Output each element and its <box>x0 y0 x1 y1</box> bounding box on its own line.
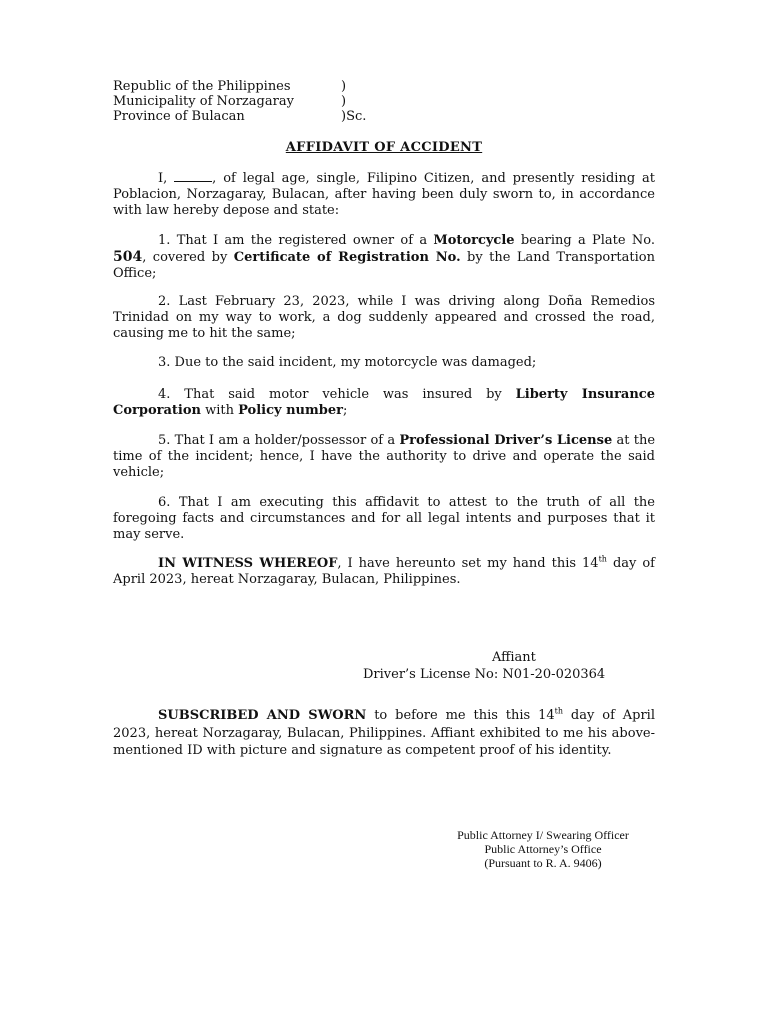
intro-text: , of legal age, single, Filipino Citizen, and presently residing at Poblacion, Norzagaray, Bulacan, after having been duly sworn to, in accordance with law hereby depose and state: <box>113 171 655 218</box>
jurat-text: to before me this this 14 <box>366 708 555 723</box>
drivers-license-number: Driver’s License No: N01-20-020364 <box>363 667 606 682</box>
license-type: Professional Driver’s License <box>399 433 613 448</box>
venue-row <box>113 94 413 109</box>
venue-mark: )Sc. <box>341 109 367 124</box>
venue-row <box>113 79 413 94</box>
p1-text: 1. That I am the registered owner of a <box>158 233 434 248</box>
swearing-officer-block <box>403 828 683 870</box>
ordinal-suffix: th <box>554 706 564 716</box>
venue-row <box>113 109 413 124</box>
policy-label: Policy number <box>238 403 343 418</box>
p4-text: ; <box>342 403 348 418</box>
p1-text: , covered by <box>142 250 234 265</box>
officer-title: Public Attorney I/ Swearing Officer <box>457 828 629 842</box>
office-name: Public Attorney’s Office <box>484 842 602 856</box>
venue-mark: ) <box>341 94 347 109</box>
name-blank <box>174 170 212 182</box>
venue-municipality: Municipality of Norzagaray <box>113 94 294 109</box>
affiant-block <box>363 650 653 683</box>
p4-text: with <box>200 403 239 418</box>
venue-province: Province of Bulacan <box>113 109 245 124</box>
venue-country: Republic of the Philippines <box>113 79 291 94</box>
witness-paragraph <box>113 556 655 588</box>
plate-number: 504 <box>113 249 143 265</box>
affidavit-page <box>113 0 655 1024</box>
document-title: AFFIDAVIT OF ACCIDENT <box>285 140 483 155</box>
legal-basis: (Pursuant to R. A. 9406) <box>484 856 602 870</box>
jurat-text: day of April 2023, hereat Norzagaray, Bulacan, Philippines. Affiant exhibited to me his above-mentioned ID with picture and signature as competent proof of his identity. <box>113 708 656 758</box>
jurat-heading: SUBSCRIBED AND SWORN <box>158 708 367 723</box>
paragraph-4 <box>113 387 655 419</box>
witness-text: day of April 2023, hereat Norzagaray, Bulacan, Philippines. <box>113 556 655 587</box>
p1-text: bearing a Plate No. <box>514 233 655 248</box>
p5-text: 5. That I am a holder/possessor of a <box>158 433 400 448</box>
witness-text: , I have hereunto set my hand this 14 <box>337 556 599 571</box>
paragraph-6: 6. That I am executing this affidavit to attest to the truth of all the foregoing facts and circumstances and for all legal intents and purposes that it may serve. <box>113 495 655 542</box>
paragraph-5 <box>113 433 655 481</box>
p4-text: 4. That said motor vehicle was insured by <box>158 387 516 402</box>
paragraph-3: 3. Due to the said incident, my motorcycle was damaged; <box>158 355 537 370</box>
affiant-label: Affiant <box>492 650 536 665</box>
p5-text: at the time of the incident; hence, I have the authority to drive and operate the said vehicle; <box>113 433 656 480</box>
paragraph-2: 2. Last February 23, 2023, while I was driving along Doña Remedios Trinidad on my way to work, a dog suddenly appeared and crossed the road, causing me to hit the same; <box>113 294 655 341</box>
venue-mark: ) <box>341 79 347 94</box>
registration-label: Certificate of Registration No. <box>233 250 461 265</box>
p1-text: by the Land Transportation Office; <box>113 250 655 281</box>
jurat-paragraph <box>113 707 655 760</box>
witness-heading: IN WITNESS WHEREOF <box>158 556 338 571</box>
intro-paragraph <box>113 170 655 219</box>
ordinal-suffix: th <box>598 554 607 564</box>
paragraph-1 <box>113 233 655 282</box>
venue-block <box>113 79 413 124</box>
intro-prefix: I, <box>158 171 168 186</box>
insurer-name: Liberty Insurance Corporation <box>113 387 655 418</box>
vehicle-type: Motorcycle <box>433 233 515 248</box>
